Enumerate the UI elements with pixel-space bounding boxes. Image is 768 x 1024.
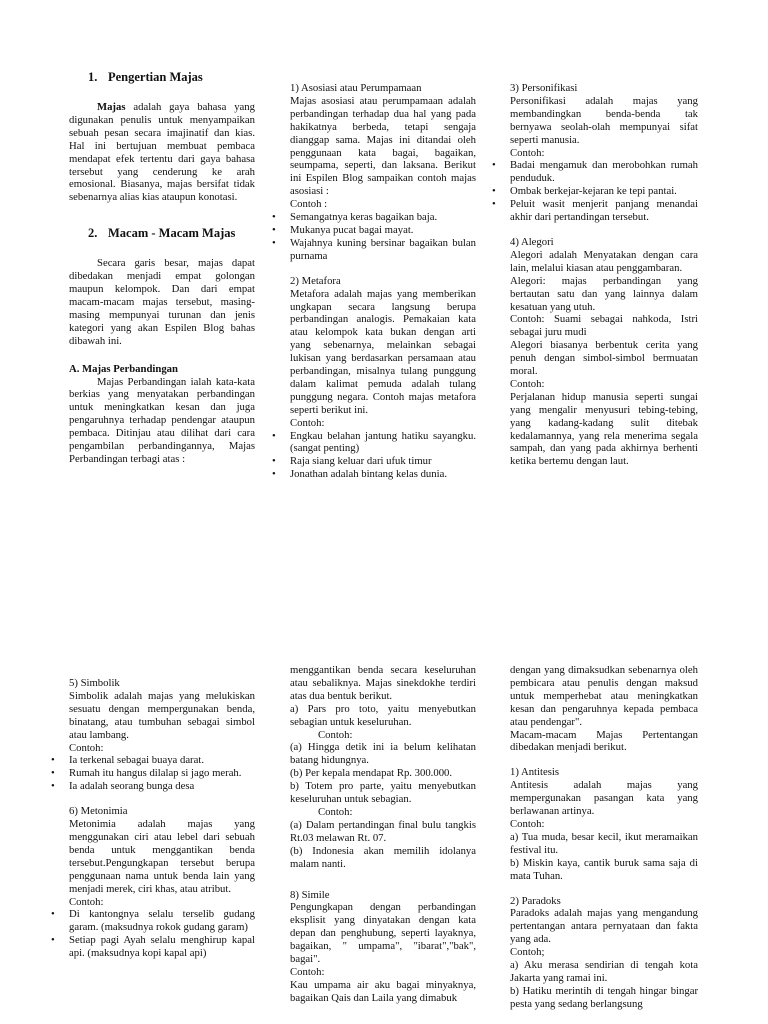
list-personifikasi	[510, 159, 698, 224]
list-item: • Mukanya pucat bagai mayat.	[290, 224, 476, 237]
list-item: • Raja siang keluar dari ufuk timur	[290, 455, 476, 468]
list-item: • Di kantongnya selalu terselib gudang garam. (maksudnya rokok gudang garam)	[69, 908, 255, 934]
list-metafora	[290, 430, 476, 482]
section-antitesis-contoh: Contoh:	[510, 817, 545, 830]
list-item: • Setiap pagi Ayah selalu menghirup kapal api. (maksudnya kopi kapal api)	[69, 934, 255, 960]
section-simbolik-contoh: Contoh:	[69, 741, 104, 754]
pars-pro-toto-contoh: Contoh:	[318, 728, 353, 741]
totem-pro-parte-b: (b) Indonesia akan memilih idolanya malam nanti.	[290, 844, 476, 870]
section-alegori-p4: Alegori biasanya berbentuk cerita yang penuh dengan simbol-simbol bermuatan moral.	[510, 339, 698, 378]
paragraph-macam: Secara garis besar, majas dapat dibedakan menjadi empat golongan maupun kelompok. Dan dari empat macam-macam majas tersebut, masing-masing mempunyai turunan dan jenis kategori yang akan Espilen Blog bahas dibawah ini.	[69, 257, 255, 347]
list-simbolik	[69, 754, 255, 793]
paragraph-majas-perbandingan: Majas Perbandingan ialah kata-kata berkias yang menyatakan perbandingan untuk meningkatkan kesan dan juga pengaruhnya terhadap pendengar ataupun pembaca. Ditinjau atau dilihat dari cara pengambilan perbandingannya, Majas Perbandingan terbagi atas :	[69, 375, 255, 465]
section-simile-contoh: Contoh:	[290, 965, 325, 978]
section-paradoks-title: 2) Paradoks	[510, 894, 561, 907]
section-simile-title: 8) Simile	[290, 888, 330, 901]
list-item: • Ia terkenal sebagai buaya darat.	[69, 754, 255, 767]
list-item: • Semangatnya keras bagaikan baja.	[290, 211, 476, 224]
list-item: • Ombak berkejar-kejaran ke tepi pantai.	[510, 185, 698, 198]
list-asosiasi	[290, 211, 476, 263]
page1-column-2	[290, 82, 476, 481]
list-item: • Ia adalah seorang bunga desa	[69, 780, 255, 793]
section-metonimia-title: 6) Metonimia	[69, 805, 128, 818]
section-alegori-p5: Perjalanan hidup manusia seperti sungai yang mengalir menyusuri tebing-tebing, yang kadang-kadang sulit ditebak kedalamannya, yang rela menerima segala sampah, dan yang pada akhirnya berhenti ketika bertemu dengan laut.	[510, 390, 698, 468]
list-metonimia	[69, 908, 255, 960]
section-antitesis-a: a) Tua muda, besar kecil, ikut meramaikan festival itu.	[510, 830, 698, 856]
section-metonimia-contoh: Contoh:	[69, 895, 104, 908]
section-simile-example: Kau umpama air aku bagai minyaknya, bagaikan Qais dan Laila yang dimabuk	[290, 978, 476, 1004]
section-asosiasi-body: Majas asosiasi atau perumpamaan adalah perbandingan terhadap dua hal yang pada hakikatnya berbeda, tetapi sengaja dianggap sama. Majas ini ditandai oleh penggunaan kata bagai, bagaikan, seumpama, seperti, dan laksana. Berikut ini Espilen Blog sampaikan contoh majas asosiasi :	[290, 94, 476, 198]
section-antitesis-b: b) Miskin kaya, cantik buruk sama saja di mata Tuhan.	[510, 856, 698, 882]
list-item: • Rumah itu hangus dilalap si jago merah.	[69, 767, 255, 780]
pertentangan-paragraph: dengan yang dimaksudkan sebenarnya oleh pembicara atau penulis dengan maksud untuk memperhebat atau meningkatkan kesan dan pengaruhnya kepada pembaca atau pendengar".	[510, 664, 698, 728]
page2-column-2	[290, 664, 476, 1005]
section-paradoks-b: b) Hatiku merintih di tengah hingar bingar pesta yang sedang berlangsung	[510, 984, 698, 1010]
heading-macam-majas: 2. Macam - Macam Majas	[88, 226, 236, 241]
list-item: • Peluit wasit menjerit panjang menandai akhir dari pertandingan tersebut.	[510, 198, 698, 224]
list-item: • Badai mengamuk dan merobohkan rumah penduduk.	[510, 159, 698, 185]
totem-pro-parte-a: (a) Dalam pertandingan final bulu tangkis Rt.03 melawan Rt. 07.	[290, 818, 476, 844]
pars-pro-toto: a) Pars pro toto, yaitu menyebutkan sebagian untuk keseluruhan.	[290, 702, 476, 728]
page2-column-3	[510, 664, 698, 1011]
section-metafora-body: Metafora adalah majas yang memberikan ungkapan secara langsung berupa perbandingan analogis. Pemakaian kata atau kelompok kata bukan dengan arti yang sebenarnya, melainkan sebagai lukisan yang berdasarkan persamaan atau perbandingan, misalnya tulang punggung dalam kalimat pemuda adalah tulang punggung negara. Contoh majas metafora seperti berikut ini.	[290, 287, 476, 416]
section-metonimia-body: Metonimia adalah majas yang menggunakan ciri atau lebel dari sebuah benda untuk menggantikan benda tersebut.Pengungkapan tersebut berupa penggunaan nama untuk benda lain yang menjadi merek, ciri khas, atau atribut.	[69, 818, 255, 895]
section-paradoks-body: Paradoks adalah majas yang mengandung pertentangan antara pernyataan dan fakta yang ada.	[510, 907, 698, 946]
section-metafora-contoh: Contoh:	[290, 416, 325, 429]
section-metafora-title: 2) Metafora	[290, 274, 341, 287]
section-simbolik-title: 5) Simbolik	[69, 677, 120, 689]
section-paradoks-contoh: Contoh;	[510, 946, 545, 959]
section-alegori-p2: Alegori: majas perbandingan yang bertautan satu dan yang lainnya dalam kesatuan yang utuh.	[510, 274, 698, 313]
list-item: • Jonathan adalah bintang kelas dunia.	[290, 468, 476, 481]
subheading-majas-perbandingan: A. Majas Perbandingan	[69, 362, 178, 375]
list-item: • Wajahnya kuning bersinar bagaikan bulan purnama	[290, 237, 476, 263]
section-alegori-p1: Alegori adalah Menyatakan dengan cara lain, melalui kiasan atau penggambaran.	[510, 248, 698, 274]
section-personifikasi-contoh: Contoh:	[510, 146, 545, 159]
section-paradoks-a: a) Aku merasa sendirian di tengah kota Jakarta yang ramai ini.	[510, 959, 698, 984]
page1-column-1	[69, 70, 255, 466]
sinekdokhe-paragraph: menggantikan benda secara keseluruhan atau sebaliknya. Majas sinekdokhe terdiri atas dua bentuk berikut.	[290, 664, 476, 702]
section-asosiasi-contoh: Contoh :	[290, 198, 328, 211]
section-personifikasi-title: 3) Personifikasi	[510, 82, 578, 94]
section-asosiasi-title: 1) Asosiasi atau Perumpamaan	[290, 82, 422, 94]
pars-pro-toto-b: (b) Per kepala mendapat Rp. 300.000.	[290, 767, 453, 780]
section-alegori-contoh: Contoh:	[510, 377, 545, 390]
section-antitesis-body: Antitesis adalah majas yang mempergunakan pasangan kata yang berlawanan artinya.	[510, 779, 698, 818]
heading-pengertian-majas: 1. Pengertian Majas	[88, 70, 203, 84]
section-alegori-title: 4) Alegori	[510, 235, 554, 248]
section-antitesis-title: 1) Antitesis	[510, 766, 559, 779]
page1-column-3	[510, 82, 698, 468]
section-personifikasi-body: Personifikasi adalah majas yang membandingkan benda-benda tak bernyawa seolah-olah mempunyai sifat seperti manusia.	[510, 94, 698, 146]
paragraph-pengertian: Majas adalah gaya bahasa yang digunakan penulis untuk menyampaikan sebuah pesan secara imajinatif dan kias. Hal ini bertujuan membuat pembaca mendapat efek tertentu dari gaya bahasa tersebut yang cenderung ke arah emosional. Biasanya, majas bersifat tidak sebenarnya alias kias ataupun konotasi.	[69, 101, 255, 204]
totem-pro-parte: b) Totem pro parte, yaitu menyebutkan keseluruhan untuk sebagian.	[290, 780, 476, 806]
section-simbolik-body: Simbolik adalah majas yang melukiskan sesuatu dengan mempergunakan benda, binatang, atau tumbuhan sebagai simbol atau lambang.	[69, 689, 255, 741]
pertentangan-macam: Macam-macam Majas Pertentangan dibedakan menjadi berikut.	[510, 728, 698, 754]
pars-pro-toto-a: (a) Hingga detik ini ia belum kelihatan batang hidungnya.	[290, 741, 476, 767]
page2-column-1	[69, 677, 255, 960]
list-item: • Engkau belahan jantung hatiku sayangku. (sangat penting)	[290, 430, 476, 456]
totem-pro-parte-contoh: Contoh:	[318, 805, 353, 818]
section-alegori-p3: Contoh: Suami sebagai nahkoda, Istri sebagai juru mudi	[510, 313, 698, 339]
section-simile-body: Pengungkapan dengan perbandingan eksplisit yang dinyatakan dengan kata depan dan penghubung, seperti layaknya, bagaikan, " umpama", "ibarat","bak", bagai".	[290, 901, 476, 966]
